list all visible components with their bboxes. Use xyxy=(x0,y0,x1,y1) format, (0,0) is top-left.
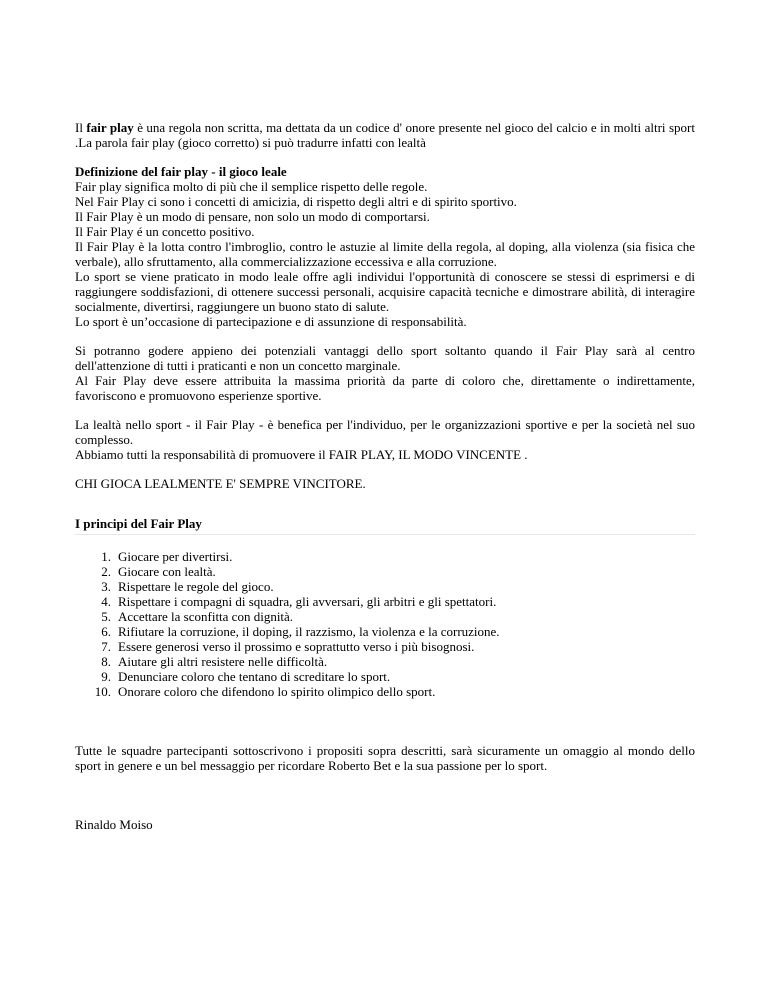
signature: Rinaldo Moiso xyxy=(75,817,153,832)
definition-line-1: Fair play significa molto di più che il semplice rispetto delle regole. xyxy=(75,179,428,194)
intro-text-rest: è una regola non scritta, ma dettata da un codice d' onore presente nel gioco del calcio e in molti altri sport .La parola fair play (gioco corretto) si può tradurre infatti con lealtà xyxy=(75,120,695,150)
list-item xyxy=(75,639,695,654)
loyalty-paragraph-2: Abbiamo tutti la responsabilità di promuovere il FAIR PLAY, IL MODO VINCENTE . xyxy=(75,447,528,462)
list-item-number: 9. xyxy=(101,669,111,684)
list-item xyxy=(75,624,695,639)
list-item-text: Rispettare i compagni di squadra, gli avversari, gli arbitri e gli spettatori. xyxy=(118,594,497,609)
principles-list xyxy=(75,549,695,699)
list-item-number: 1. xyxy=(101,549,111,564)
principles-heading: I principi del Fair Play xyxy=(75,516,695,535)
intro-text-start: Il xyxy=(75,120,87,135)
list-item-text: Aiutare gli altri resistere nelle difficoltà. xyxy=(118,654,328,669)
closing-paragraph: Tutte le squadre partecipanti sottoscrivono i propositi sopra descritti, sarà sicuramente un omaggio al mondo dello sport in genere e un bel messaggio per ricordare Roberto Bet e la sua passione per lo sport. xyxy=(75,743,695,773)
list-item-text: Rifiutare la corruzione, il doping, il razzismo, la violenza e la corruzione. xyxy=(118,624,500,639)
definition-occasion-line: Lo sport è un’occasione di partecipazione e di assunzione di responsabilità. xyxy=(75,314,467,329)
list-item-number: 4. xyxy=(101,594,111,609)
list-item-number: 2. xyxy=(101,564,111,579)
list-item-number: 10. xyxy=(94,684,111,699)
list-item-number: 7. xyxy=(101,639,111,654)
list-item xyxy=(75,684,695,699)
list-item-text: Rispettare le regole del gioco. xyxy=(118,579,274,594)
list-item xyxy=(75,654,695,669)
loyalty-paragraph-1: La lealtà nello sport - il Fair Play - è benefica per l'individuo, per le organizzazioni sportive e per la società nel suo complesso. xyxy=(75,417,695,447)
motto-line: CHI GIOCA LEALMENTE E' SEMPRE VINCITORE. xyxy=(75,476,366,491)
list-item-text: Giocare per divertirsi. xyxy=(118,549,233,564)
list-item xyxy=(75,594,695,609)
intro-fair-play-term: fair play xyxy=(86,120,134,135)
definition-fight-paragraph: Il Fair Play è la lotta contro l'imbroglio, contro le astuzie al limite della regola, al doping, alla violenza (sia fisica che verbale), allo sfruttamento, alla commercializzazione eccessiva e alla corruzione. xyxy=(75,239,695,269)
list-item xyxy=(75,564,695,579)
definition-line-3: Il Fair Play è un modo di pensare, non solo un modo di comportarsi. xyxy=(75,209,430,224)
list-item xyxy=(75,549,695,564)
list-item-text: Denunciare coloro che tentano di screditare lo sport. xyxy=(118,669,391,684)
list-item-text: Giocare con lealtà. xyxy=(118,564,216,579)
intro-paragraph xyxy=(75,120,695,150)
list-item-number: 8. xyxy=(101,654,111,669)
list-item-number: 3. xyxy=(101,579,111,594)
list-item xyxy=(75,579,695,594)
list-item xyxy=(75,669,695,684)
advantages-paragraph-2: Al Fair Play deve essere attribuita la massima priorità da parte di coloro che, direttamente o indirettamente, favoriscono e promuovono esperienze sportive. xyxy=(75,373,695,403)
definition-opportunity-paragraph: Lo sport se viene praticato in modo leale offre agli individui l'opportunità di conoscere se stessi di esprimersi e di raggiungere soddisfazioni, di ottenere successi personali, acquisire capacità tecniche e dimostrare abilità, di interagire socialmente, divertirsi, raggiungere un buono stato di salute. xyxy=(75,269,695,314)
list-item-text: Onorare coloro che difendono lo spirito olimpico dello sport. xyxy=(118,684,436,699)
advantages-paragraph-1: Si potranno godere appieno dei potenziali vantaggi dello sport soltanto quando il Fair Play sarà al centro dell'attenzione di tutti i praticanti e non un concetto marginale. xyxy=(75,343,695,373)
definition-line-4: Il Fair Play é un concetto positivo. xyxy=(75,224,255,239)
definition-line-2: Nel Fair Play ci sono i concetti di amicizia, di rispetto degli altri e di spirito sportivo. xyxy=(75,194,517,209)
definition-heading: Definizione del fair play - il gioco leale xyxy=(75,164,287,179)
list-item-text: Essere generosi verso il prossimo e soprattutto verso i più bisognosi. xyxy=(118,639,475,654)
list-item-number: 5. xyxy=(101,609,111,624)
list-item-text: Accettare la sconfitta con dignità. xyxy=(118,609,294,624)
document-page xyxy=(75,120,695,832)
list-item xyxy=(75,609,695,624)
list-item-number: 6. xyxy=(101,624,111,639)
